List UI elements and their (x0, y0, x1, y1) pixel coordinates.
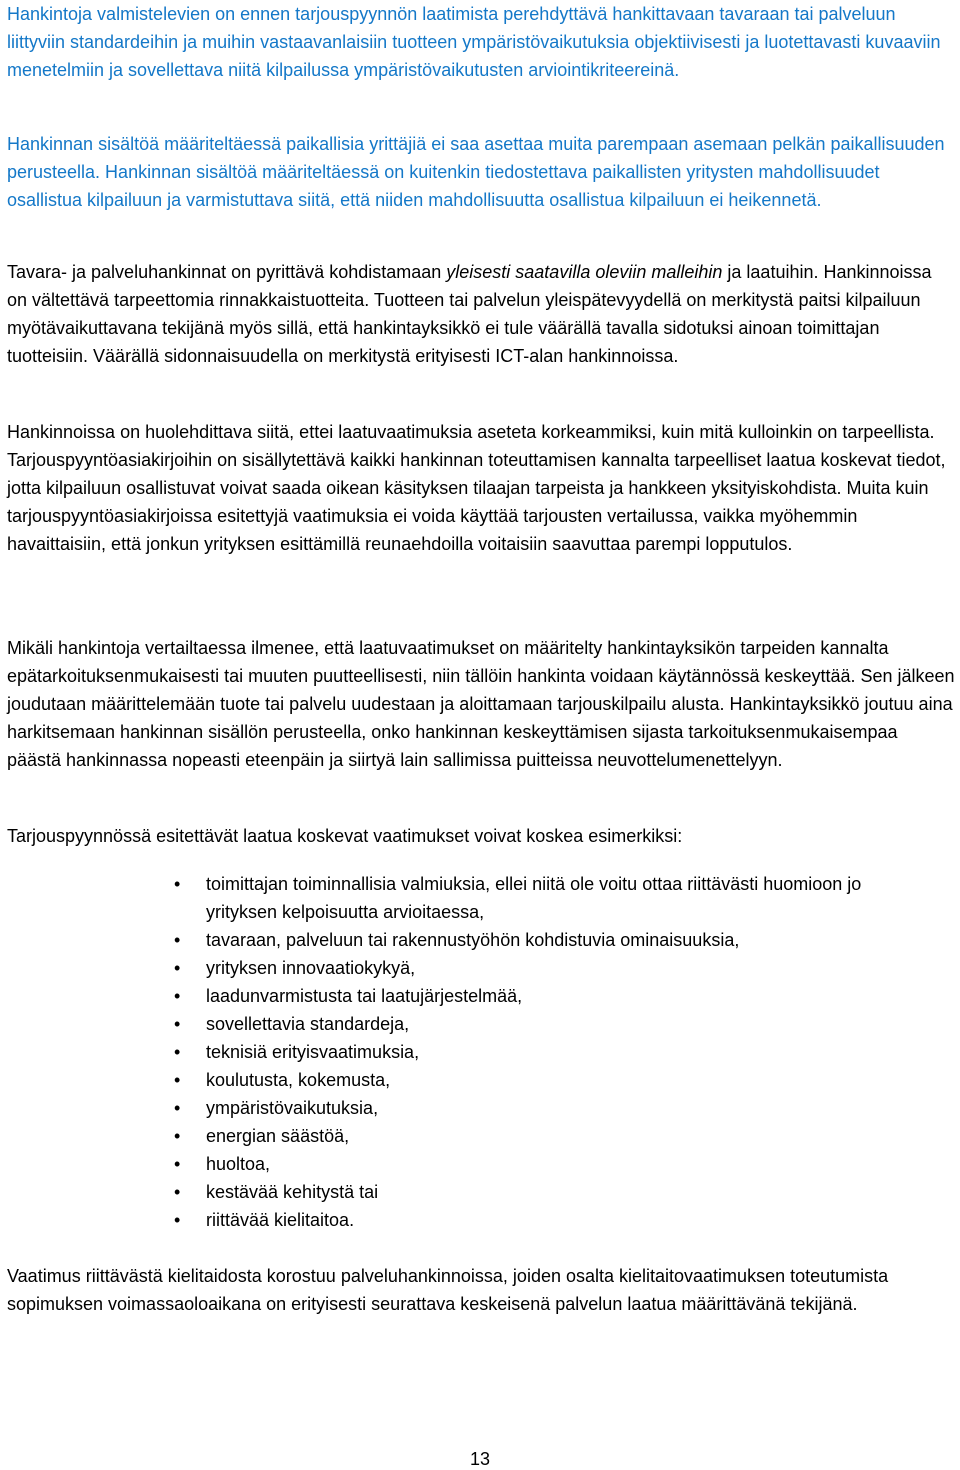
paragraph-quality-requirements: Hankinnoissa on huolehdittava siitä, ettei laatuvaatimuksia aseteta korkeammiksi, kuin mitä kulloinkin on tarpeellista. Tarjouspyyntöasiakirjoihin on sisällytettävä kaikki hankinnan toteuttamisen kannalta tarpeelliset laatua koskevat tiedot, jotta kilpailuun osallistuvat voivat saada oikean käsityksen tilaajan tarpeista ja hankkeen yksityiskohdista. Muita kuin tarjouspyyntöasiakirjoissa esitettyjä vaatimuksia ei voida käyttää tarjousten vertailussa, vaikka myöhemmin havaittaisiin, että jonkun yrityksen esittämillä reunaehdoilla voitaisiin saavuttaa parempi lopputulos. (7, 422, 946, 554)
list-item: • ympäristövaikutuksia, (7, 1094, 896, 1122)
list-item: • energian säästöä, (7, 1122, 896, 1150)
paragraph-environmental-standards: Hankintoja valmistelevien on ennen tarjouspyynnön laatimista perehdyttävä hankittavaan tavaraan tai palveluun liittyviin standardeihin ja muihin vastaavanlaisiin tuotteen ympäristövaikutuksia objektiivisesti ja luotettavasti kuvaaviin menetelmiin ja sovellettava niitä kilpailussa ympäristövaikutusten arviointikriteereinä. (7, 4, 941, 80)
paragraph-general-models (7, 258, 955, 370)
paragraph-procurement-interruption: Mikäli hankintoja vertailtaessa ilmenee, että laatuvaatimukset on määritelty hankintayksikön tarpeiden kannalta epätarkoituksenmukaisesti tai muuten puutteellisesti, niin tällöin hankinta voidaan käytännössä keskeyttää. Sen jälkeen joudutaan määrittelemään tuote tai palvelu uudestaan ja aloittamaan tarjouskilpailu alusta. Hankintayksikkö joutuu aina harkitsemaan hankinnan sisällön perusteella, onko hankinnan keskeyttämisen sijasta tarkoituksenmukaisempaa päästä hankinnassa nopeasti eteenpäin ja siirtyä lain sallimissa puitteissa neuvottelumenettelyyn. (7, 638, 955, 770)
list-item: • huoltoa, (7, 1150, 896, 1178)
list-item: • yrityksen innovaatiokykyä, (7, 954, 896, 982)
paragraph-list-intro: Tarjouspyynnössä esitettävät laatua koskevat vaatimukset voivat koskea esimerkiksi: (7, 826, 683, 846)
list-item: • teknisiä erityisvaatimuksia, (7, 1038, 896, 1066)
paragraph-general-models-start: Tavara- ja palveluhankinnat on pyrittävä kohdistamaan (7, 262, 447, 282)
paragraph-language-skills: Vaatimus riittävästä kielitaidosta korostuu palveluhankinnoissa, joiden osalta kielitaitovaatimuksen toteutumista sopimuksen voimassaoloaikana on erityisesti seurattava keskeisenä palvelun laatua määrittävänä tekijänä. (7, 1266, 889, 1314)
list-item: • koulutusta, kokemusta, (7, 1066, 896, 1094)
emphasis-general-models: yleisesti saatavilla oleviin malleihin (446, 262, 723, 282)
list-item: • riittävää kielitaitoa. (7, 1206, 896, 1234)
quality-criteria-list (7, 870, 955, 1234)
paragraph-local-entrepreneurs: Hankinnan sisältöä määriteltäessä paikallisia yrittäjiä ei saa asettaa muita parempaan asemaan pelkän paikallisuuden perusteella. Hankinnan sisältöä määriteltäessä on kuitenkin tiedostettava paikallisten yritysten mahdollisuudet osallistua kilpailuun ja varmistuttava siitä, että niiden mahdollisuutta osallistua kilpailuun ei heikennetä. (7, 134, 945, 210)
list-item: • sovellettavia standardeja, (7, 1010, 896, 1038)
list-item: • tavaraan, palveluun tai rakennustyöhön kohdistuvia ominaisuuksia, (7, 926, 896, 954)
list-item: • laadunvarmistusta tai laatujärjestelmää, (7, 982, 896, 1010)
list-item: • kestävää kehitystä tai (7, 1178, 896, 1206)
paragraph-general-models-end: ja laatuihin. Hankinnoissa on vältettävä tarpeettomia rinnakkaistuotteita. Tuotteen tai palvelun yleispätevyydellä on merkitystä paitsi kilpailuun myötävaikuttavana tekijänä myös sillä, että hankintayksikkö ei tule väärällä tavalla sidotuksi ainoan toimittajan tuotteisiin. Väärällä sidonnaisuudella on merkitystä erityisesti ICT-alan hankinnoissa. (7, 262, 932, 366)
list-item: • toimittajan toiminnallisia valmiuksia, ellei niitä ole voitu ottaa riittävästi huomioon jo yrityksen kelpoisuutta arvioitaessa, (7, 870, 896, 926)
page-number: 13 (469, 1449, 491, 1469)
